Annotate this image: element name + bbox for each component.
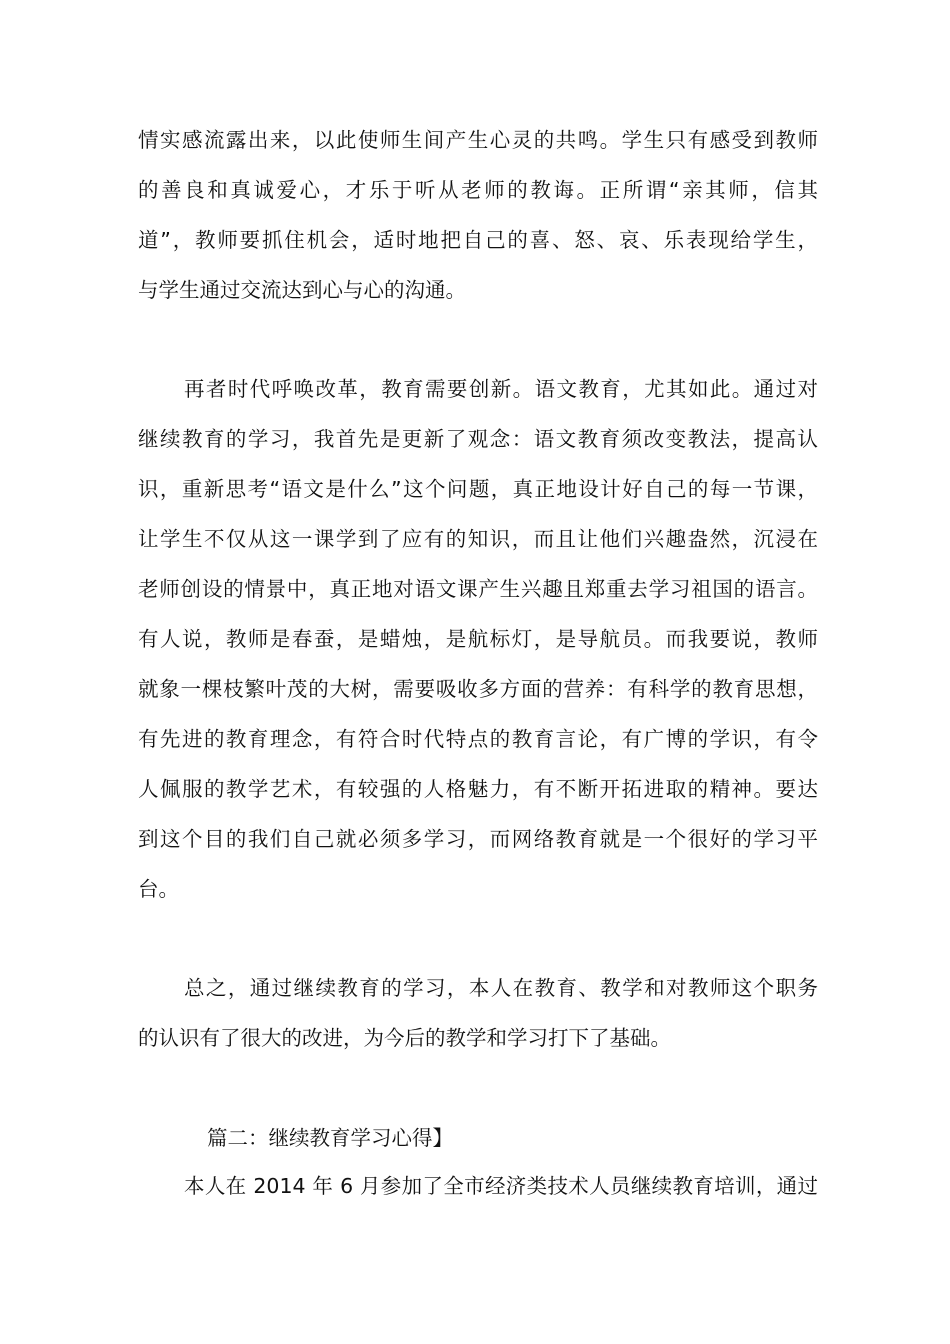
text-line: 就象一棵枝繁叶茂的大树，需要吸收多方面的营养：有科学的教育思想， [138,677,818,701]
text-line: 道”，教师要抓住机会，适时地把自己的喜、怒、哀、乐表现给学生， [138,228,818,252]
text-line: 有人说，教师是春蚕，是蜡烛，是航标灯，是导航员。而我要说，教师 [138,627,818,651]
text-line: 老师创设的情景中，真正地对语文课产生兴趣且郑重去学习祖国的语言。 [138,577,818,601]
text-line: 本人在 2014 年 6 月参加了全市经济类技术人员继续教育培训，通过 [184,1174,818,1198]
text-line: 的善良和真诚爱心，才乐于听从老师的教诲。正所谓“亲其师，信其 [138,178,818,202]
section-heading: 篇二：继续教育学习心得】 [207,1126,453,1150]
text-line: 总之，通过继续教育的学习，本人在教育、教学和对教师这个职务 [184,976,818,1000]
text-line: 继续教育的学习，我首先是更新了观念：语文教育须改变教法，提高认 [138,427,818,451]
text-line: 人佩服的教学艺术，有较强的人格魅力，有不断开拓进取的精神。要达 [138,777,818,801]
text-line: 识，重新思考“语文是什么”这个问题，真正地设计好自己的每一节课， [138,477,818,501]
text-line: 到这个目的我们自己就必须多学习，而网络教育就是一个很好的学习平 [138,827,818,851]
text-line: 再者时代呼唤改革，教育需要创新。语文教育，尤其如此。通过对 [184,377,818,401]
text-line: 的认识有了很大的改进，为今后的教学和学习打下了基础。 [138,1026,671,1050]
text-line: 让学生不仅从这一课学到了应有的知识，而且让他们兴趣盎然，沉浸在 [138,527,818,551]
text-line: 与学生通过交流达到心与心的沟通。 [138,278,466,302]
text-line: 情实感流露出来，以此使师生间产生心灵的共鸣。学生只有感受到教师 [138,128,818,152]
text-line: 有先进的教育理念，有符合时代特点的教育言论，有广博的学识，有令 [138,727,818,751]
text-line: 台。 [138,877,179,901]
